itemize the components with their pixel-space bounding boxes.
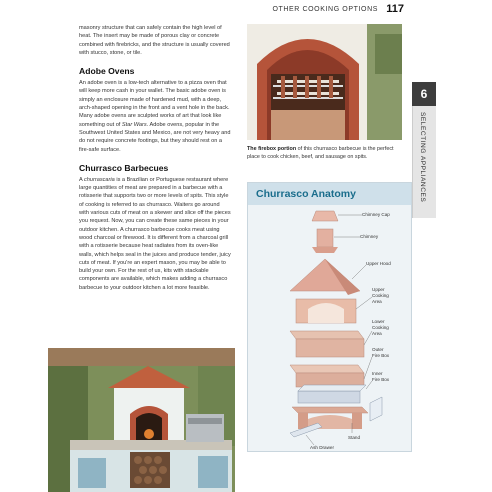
photo-caption xyxy=(247,146,407,161)
caption-rest: of this churrasco barbecue is the perfect place to cook chicken, beef, and sausage on spits. xyxy=(247,146,394,160)
label-lower-cooking-3: Area xyxy=(372,331,382,336)
churrasco-paragraph xyxy=(79,176,231,292)
adobe-paragraph xyxy=(79,79,231,154)
label-upper-cooking-2: Cooking xyxy=(372,293,389,298)
chapter-label: SELECTING APPLIANCES xyxy=(419,112,426,203)
page-number: 117 xyxy=(386,3,404,15)
label-lower-cooking-1: Lower xyxy=(372,319,385,324)
churrasco-text-b: is a Brazilian or Portuguese restaurant where large quantities of meat are prepared in a barbecue with a rotisserie that supports two or more levels of spits. This style of cooking is referred to as churrasco. Waiters go around with various cuts of meat on a skewer and slice off the pieces you request. Now, you can create these same pieces in your outdoor kitchen. A churrasco barbecue cooks meat using wood charcoal or firewood. It is different from a charcoal grill with a rotisserie because heat radiates from its oven-like walls, which helps seal in the juices and produce tender, juicy cuts of meat. If you're an expert mason, you may be able to build your own. For the rest of us, kits with stackable components are available, which makes adding a churrasco barbecue to your outdoor kitchen a lot more feasible. xyxy=(79,176,231,291)
label-upper-cooking-1: Upper xyxy=(372,287,385,292)
adobe-italic: Star Wars xyxy=(121,121,147,128)
adobe-text-a: An adobe oven is a low-tech alternative to a pizza oven that will keep more cash in your wallet. The basic adobe oven is simply an enclosure made of hardened mud, with a deep, arch-shaped opening in the front and a vent hole in the back. Many adobe ovens are sculpted works of art that look like something out of xyxy=(79,80,230,128)
label-chimney-cap: Chimney Cap xyxy=(362,212,390,217)
label-lower-cooking-2: Cooking xyxy=(372,325,389,330)
churrasco-text-a: A xyxy=(79,176,84,183)
adobe-text-b: . Adobe ovens, popular in the Southwest United States and Mexico, are not very heavy and do not require concrete footings, but they should rest on a fire-safe surface. xyxy=(79,121,231,153)
churrasco-anatomy-panel xyxy=(247,182,412,452)
label-inner-fire-box-2: Fire Box xyxy=(372,377,390,382)
label-outer-fire-box-2: Fire Box xyxy=(372,353,390,358)
caption-bold: The firebox portion xyxy=(247,146,297,152)
anatomy-title: Churrasco Anatomy xyxy=(248,183,411,205)
anatomy-diagram xyxy=(248,183,413,453)
label-ash-drawer: Ash Drawer xyxy=(310,445,334,450)
section-title: OTHER COOKING OPTIONS xyxy=(272,6,378,13)
churrasco-italic: churrascaria xyxy=(83,176,115,183)
label-stand: Stand xyxy=(348,435,361,440)
churrasco-heading: Churrasco Barbecues xyxy=(79,162,169,173)
adobe-heading: Adobe Ovens xyxy=(79,66,135,77)
label-upper-hood: Upper Hood xyxy=(366,261,391,266)
label-upper-cooking-3: Area xyxy=(372,299,382,304)
label-inner-fire-box-1: Inner xyxy=(372,371,383,376)
label-outer-fire-box-1: Outer xyxy=(372,347,384,352)
label-chimney: Chimney xyxy=(360,234,379,239)
outdoor-kitchen-photo xyxy=(48,348,235,492)
left-text-column xyxy=(79,24,231,292)
firebox-photo xyxy=(247,24,402,140)
intro-paragraph: masonry structure that can safely contain the high level of heat. The insert may be made of porous clay or concrete combined with firebricks, and the structure is usually covered with stucco, stone, or tile. xyxy=(79,25,230,56)
running-header xyxy=(270,3,404,17)
chapter-number: 6 xyxy=(412,82,436,106)
